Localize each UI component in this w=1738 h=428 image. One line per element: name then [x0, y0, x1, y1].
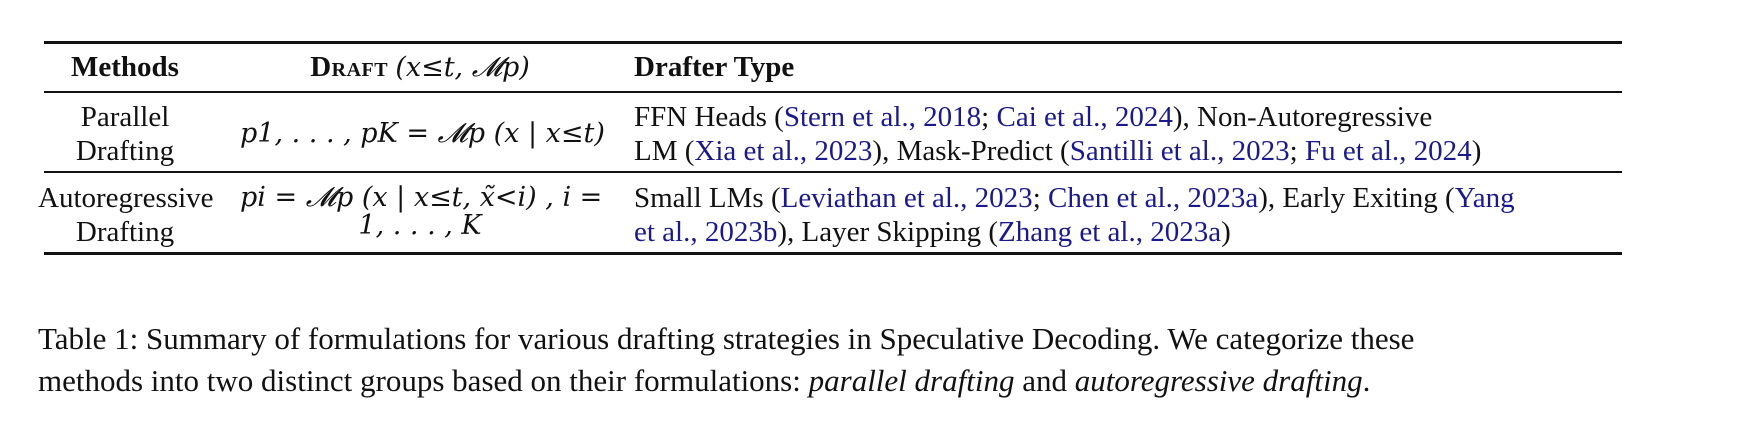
table-caption [38, 318, 1678, 402]
header-drafter-type: Drafter Type [634, 51, 795, 83]
header-draft [240, 50, 600, 85]
header-draft-args: (x≤t, 𝓜p) [395, 52, 530, 83]
row1-method-line1: Parallel [80, 101, 170, 133]
citation-link[interactable]: Stern et al., 2018 [783, 101, 982, 133]
citation-link[interactable]: Zhang et al., 2023a [998, 216, 1222, 248]
caption-text: methods into two distinct groups based on their formulations: [38, 363, 809, 398]
citation-link[interactable]: Xia et al., 2023 [694, 135, 873, 167]
table-top-rule [44, 41, 1622, 44]
row2-drafter-text: ), Early Exiting ( [1258, 182, 1455, 214]
row1-drafter-text: ; [981, 101, 997, 133]
row1-drafter-text: ; [1289, 135, 1305, 167]
table-header-rule [44, 91, 1622, 93]
caption-line2 [38, 360, 1678, 402]
row1-drafter-text: ), Mask-Predict ( [872, 135, 1070, 167]
citation-link[interactable]: Chen et al., 2023a [1048, 182, 1259, 214]
row1-drafter-line1 [634, 100, 1481, 134]
row1-formula: p1, . . . , pK = 𝓜p (x | x≤t) [240, 118, 605, 149]
row1-method-line2: Drafting [75, 135, 175, 167]
row1-drafter-line2 [634, 134, 1481, 168]
citation-link[interactable]: Fu et al., 2024 [1304, 135, 1472, 167]
row1-drafter-type [634, 100, 1481, 168]
citation-link[interactable]: et al., 2023b [634, 216, 778, 248]
header-methods: Methods [71, 51, 179, 83]
citation-link[interactable]: Leviathan et al., 2023 [780, 182, 1033, 214]
caption-text: . [1362, 363, 1371, 398]
caption-text: and [1014, 363, 1075, 398]
row2-drafter-text: ), Layer Skipping ( [777, 216, 999, 248]
caption-emphasis: autoregressive drafting [1074, 363, 1363, 398]
row2-drafter-type [634, 181, 1515, 249]
row2-formula-line2: 1, . . . , K [358, 210, 482, 241]
citation-link[interactable]: Cai et al., 2024 [996, 101, 1173, 133]
row2-drafter-text: ) [1221, 216, 1231, 248]
citation-link[interactable]: Yang [1454, 182, 1515, 214]
row2-drafter-text: Small LMs ( [634, 182, 781, 214]
caption-emphasis: parallel drafting [808, 363, 1015, 398]
row1-drafter-text: ), Non-Autoregressive [1172, 101, 1433, 133]
row2-formula [240, 181, 603, 243]
table-row-separator [44, 171, 1622, 173]
caption-line1: Table 1: Summary of formulations for various drafting strategies in Speculative Decoding. We categorize these [38, 321, 1415, 356]
header-draft-word: Draft [310, 51, 389, 83]
row1-drafter-text: LM ( [634, 135, 695, 167]
row2-method [38, 181, 212, 249]
row2-method-line2: Drafting [75, 216, 175, 248]
row1-drafter-text: FFN Heads ( [634, 101, 784, 133]
row2-formula-line1: pi = 𝓜p (x | x≤t, x̃<i) , i = [240, 182, 603, 213]
table-bottom-rule [44, 252, 1622, 255]
row2-method-line1: Autoregressive [38, 182, 214, 214]
row2-drafter-text: ; [1032, 182, 1048, 214]
citation-link[interactable]: Santilli et al., 2023 [1069, 135, 1290, 167]
row2-drafter-line1 [634, 181, 1515, 215]
row1-drafter-text: ) [1471, 135, 1482, 167]
row1-method [44, 100, 206, 168]
row2-drafter-line2 [634, 215, 1515, 249]
